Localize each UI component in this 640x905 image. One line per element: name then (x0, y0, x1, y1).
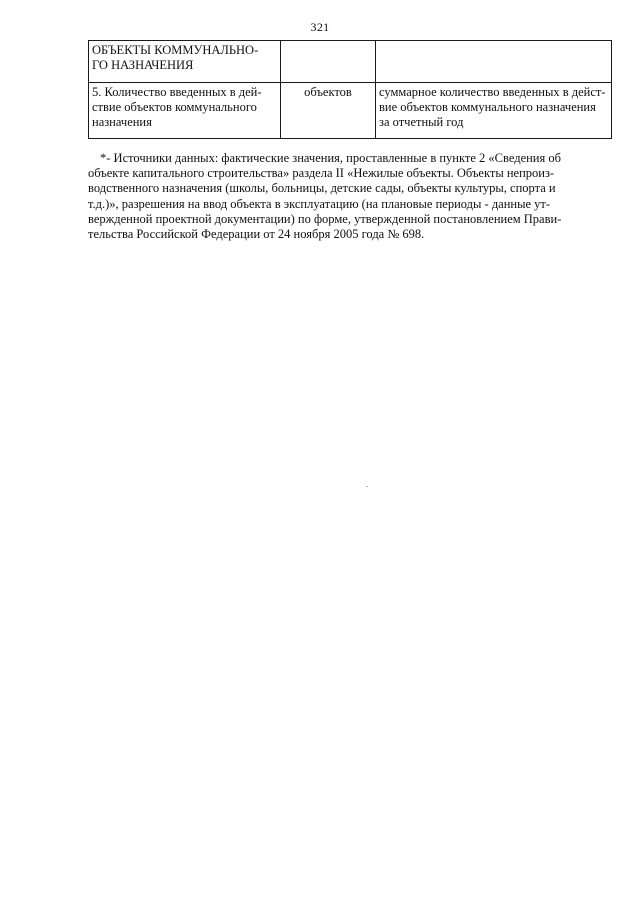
table-section-row (89, 41, 612, 83)
page-number: 321 (310, 20, 330, 34)
indicator-method: суммарное количество введенных в дейст- вие объектов коммунального назначения за отчетный год (379, 85, 606, 129)
indicator-unit-cell (281, 83, 376, 139)
indicator-unit: объектов (304, 85, 352, 99)
section-title-cell (89, 41, 281, 83)
scan-artifact (366, 486, 368, 487)
section-unit-cell (281, 41, 376, 83)
indicator-name: 5. Количество введенных в дей- ствие объектов коммунального назначения (92, 85, 262, 129)
data-sources-footnote: *- Источники данных: фактические значения, проставленные в пункте 2 «Сведения об объекте капитального строительства» раздела II «Нежилые объекты. Объекты непроиз- водственного назначения (школы, больницы, детские сады, объекты культуры, спорта и т.д.)», разрешения на ввод объекта в эксплуатацию (на плановые периоды - данные ут- вержденной проектной документации) по форме, утвержденной постановлением Прави- тельства Российской Федерации от 24 ноября 2005 года № 698. (88, 151, 562, 242)
indicator-method-cell (376, 83, 612, 139)
section-title: ОБЪЕКТЫ КОММУНАЛЬНО- ГО НАЗНАЧЕНИЯ (92, 43, 259, 72)
table-row (89, 83, 612, 139)
section-method-cell (376, 41, 612, 83)
indicator-table (88, 40, 612, 139)
indicator-name-cell (89, 83, 281, 139)
